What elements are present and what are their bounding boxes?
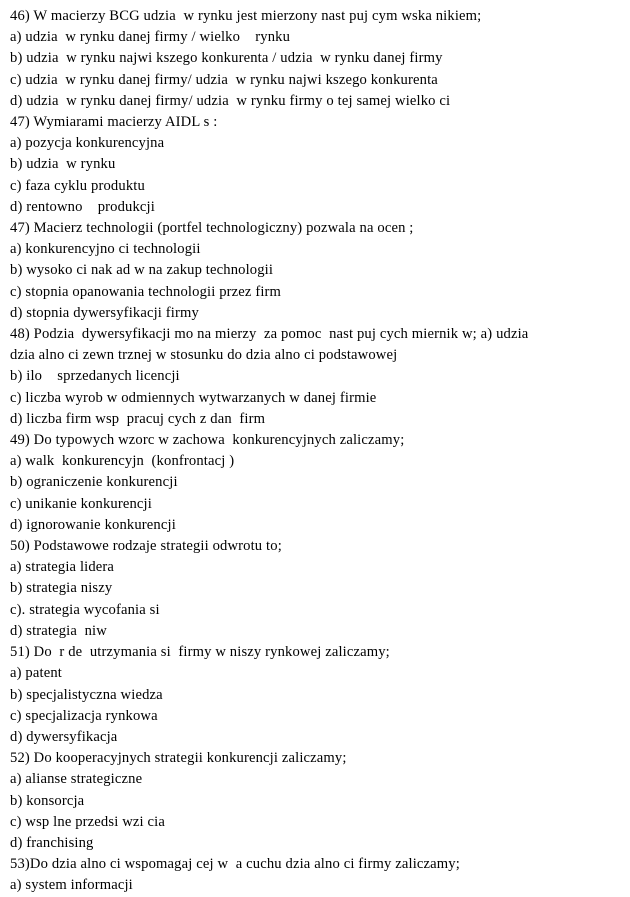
document-line: c) specjalizacja rynkowa: [10, 707, 158, 724]
document-line: b) wysoko ci nak ad w na zakup technologii: [10, 262, 274, 279]
document-line: d) franchising: [10, 834, 94, 851]
document-line: b) konsorcja: [10, 792, 85, 809]
document-line: 47) Wymiarami macierzy AIDL s :: [10, 114, 218, 131]
document-line: c) wsp lne przedsi wzi cia: [10, 813, 165, 830]
document-line: c) udzia w rynku danej firmy/ udzia w rynku najwi kszego konkurenta: [10, 71, 438, 88]
document-line: a) alianse strategiczne: [10, 771, 143, 788]
document-line: a) pozycja konkurencyjna: [10, 135, 165, 152]
document-line: 48) Podzia dywersyfikacji mo na mierzy za pomoc nast puj cych miernik w; a) udzia: [10, 326, 529, 343]
document-line: b) ograniczenie konkurencji: [10, 474, 178, 491]
document-line: d) dywersyfikacja: [10, 728, 118, 745]
document-line: 47) Macierz technologii (portfel technologiczny) pozwala na ocen ;: [10, 220, 414, 237]
document-line: 51) Do r de utrzymania si firmy w niszy rynkowej zaliczamy;: [10, 644, 390, 661]
document-line: c) stopnia opanowania technologii przez firm: [10, 283, 282, 300]
document-line: d) liczba firm wsp pracuj cych z dan firm: [10, 410, 266, 427]
document-line: a) system informacji: [10, 877, 133, 894]
document-line: c). strategia wycofania si: [10, 601, 160, 618]
document-line: b) udzia w rynku: [10, 156, 116, 173]
document-line: d) ignorowanie konkurencji: [10, 516, 176, 533]
document-line: a) udzia w rynku danej firmy / wielko rynku: [10, 29, 291, 46]
document-line: 46) W macierzy BCG udzia w rynku jest mierzony nast puj cym wska nikiem;: [10, 8, 482, 24]
document-line: 50) Podstawowe rodzaje strategii odwrotu to;: [10, 538, 282, 555]
document-line: b) udzia w rynku najwi kszego konkurenta / udzia w rynku danej firmy: [10, 50, 443, 67]
document-line: 52) Do kooperacyjnych strategii konkurencji zaliczamy;: [10, 750, 347, 767]
document-line: b) specjalistyczna wiedza: [10, 686, 163, 703]
document-line: d) rentowno produkcji: [10, 198, 155, 215]
document-line: 53)Do dzia alno ci wspomagaj cej w a cuchu dzia alno ci firmy zaliczamy;: [10, 856, 460, 873]
document-line: c) unikanie konkurencji: [10, 495, 152, 512]
document-line: d) udzia w rynku danej firmy/ udzia w rynku firmy o tej samej wielko ci: [10, 92, 451, 109]
document-line: d) strategia niw: [10, 622, 107, 639]
document-line: a) strategia lidera: [10, 559, 115, 576]
document-line: b) ilo sprzedanych licencji: [10, 368, 180, 385]
document-line: b) strategia niszy: [10, 580, 113, 597]
document-line: c) faza cyklu produktu: [10, 177, 145, 194]
document-line: dzia alno ci zewn trznej w stosunku do dzia alno ci podstawowej: [10, 347, 398, 364]
document-line: c) liczba wyrob w odmiennych wytwarzanych w danej firmie: [10, 389, 377, 406]
document-line: d) stopnia dywersyfikacji firmy: [10, 304, 199, 321]
document-line: a) patent: [10, 665, 62, 682]
document-line: a) walk konkurencyjn (konfrontacj ): [10, 453, 235, 470]
document-line: a) konkurencyjno ci technologii: [10, 241, 201, 258]
document-line: 49) Do typowych wzorc w zachowa konkurencyjnych zaliczamy;: [10, 432, 405, 449]
